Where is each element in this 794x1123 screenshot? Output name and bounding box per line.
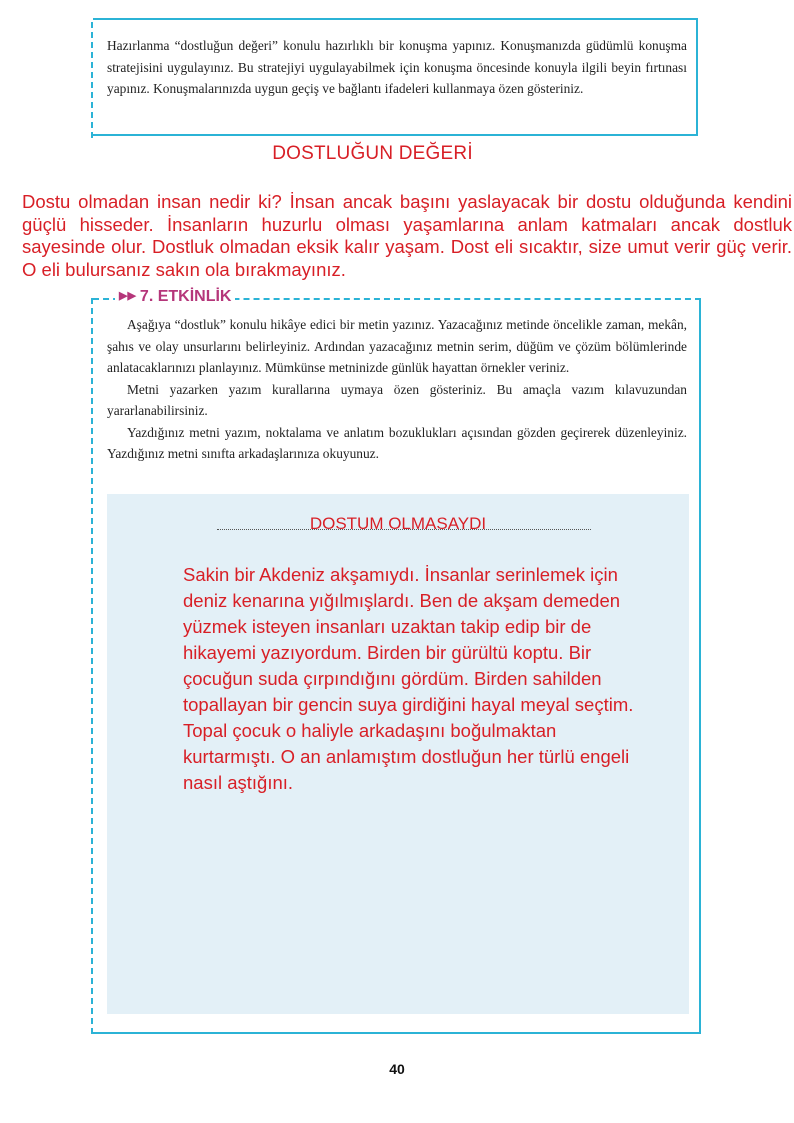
answer-story: Sakin bir Akdeniz akşamıydı. İnsanlar serinlemek için deniz kenarına yığılmışlardı. Ben de akşam demeden yüzmek isteyen insanları uzaktan takip edip bir de hikayemi yazıyordum. Birden bir gürültü koptu. Bir çocuğun suda çırpındığını gördüm. Birden sahilden topallayan bir gencin suya girdiğini hayal meyal seçtim. Topal çocuk o haliyle arkadaşını boğulmaktan kurtarmıştı. O an anlamıştım dostluğun her türlü engeli nasıl aştığını. <box>183 564 634 793</box>
activity-paragraph: Yazdığınız metni yazım, noktalama ve anlatım bozuklukları açısından gözden geçirerek düzenleyiniz. Yazdığınız metni sınıfta arkadaşlarınıza okuyunuz. <box>107 424 687 461</box>
activity-label-text: 7. ETKİNLİK <box>139 288 232 305</box>
essay-title: DOSTLUĞUN DEĞERİ <box>272 143 473 164</box>
activity-instructions <box>107 314 687 465</box>
answer-area <box>107 494 689 1014</box>
task-box-text: Hazırlanma “dostluğun değeri” konulu hazırlıklı bir konuşma yapınız. Konuşmanızda güdümlü konuşma stratejisini uygulayınız. Bu stratejiyi uygulayabilmek için konuşma öncesinde konuyla ilgili beyin fırtınası yapınız. Konuşmalarınızda uygun geçiş ve bağlantı ifadeleri kullanmaya özen gösteriniz. <box>107 38 687 96</box>
double-chevron-icon: ▶▶ <box>119 290 136 302</box>
activity-paragraph: Aşağıya “dostluk” konulu hikâye edici bir metin yazınız. Yazacağınız metinde öncelikle zaman, mekân, şahıs ve olay unsurlarını belirleyiniz. Ardından yazacağınız metnin serim, düğüm ve çözüm bölümlerinde anlatacaklarınızı planlayınız. Mümkünse metninizde günlük hayattan örnekler veriniz. <box>107 317 687 375</box>
answer-title: DOSTUM OLMASAYDI <box>309 514 487 533</box>
page-number: 40 <box>389 1061 405 1077</box>
essay-body: Dostu olmadan insan nedir ki? İnsan ancak başını yaslayacak bir dostu olduğunda kendini güçlü hisseder. İnsanların huzurlu olması yaşamlarına anlam katmaları ancak dostluk sayesinde olur. Dostluk olmadan eksik kalır yaşam. Dost eli sıcaktır, size umut verir güç verir. O eli bulursanız sakın ola bırakmayınız. <box>22 191 792 280</box>
activity-paragraph: Metni yazarken yazım kurallarına uymaya özen gösteriniz. Bu amaçla vazım kılavuzundan yararlanabilirsiniz. <box>107 381 687 418</box>
activity-label <box>115 288 235 306</box>
